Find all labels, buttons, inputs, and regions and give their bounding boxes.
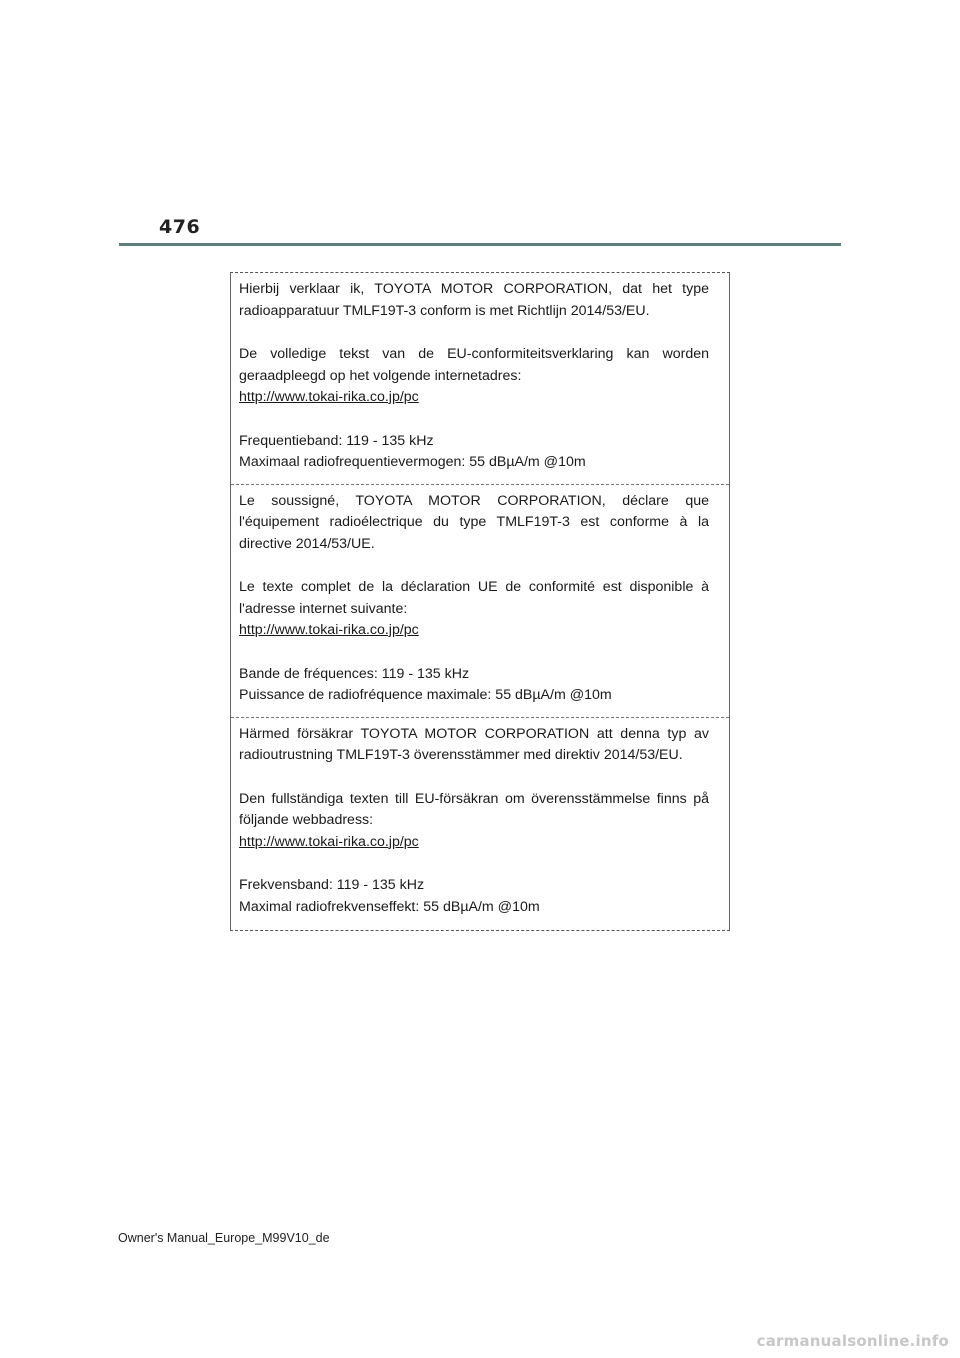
declaration-text: Hierbij verklaar ik, TOYOTA MOTOR CORPORATION, dat het type radioapparatuur TMLF19T-3 conform is met Richtlijn 2014/53/EU. [239, 281, 709, 319]
frequency-band: Frekvensband: 119 - 135 kHz [239, 877, 425, 893]
radio-specs [239, 431, 709, 474]
declaration-text: Le soussigné, TOYOTA MOTOR CORPORATION, déclare que l'équipement radioélectrique du type TMLF19T-3 est conforme à la directive 2014/53/UE. [239, 492, 709, 552]
declaration-table [230, 272, 730, 931]
declaration-availability: Den fullständiga texten till EU-försäkran om överensstämmelse finns på följande webbadress: [239, 790, 709, 828]
frequency-band: Bande de fréquences: 119 - 135 kHz [239, 665, 470, 682]
max-power: Maximaal radiofrequentievermogen: 55 dBµA/m @10m [239, 454, 586, 470]
declaration-section-french [231, 485, 729, 718]
max-power: Puissance de radiofréquence maximale: 55 dBµA/m @10m [239, 687, 612, 703]
radio-specs [239, 664, 709, 707]
header-rule [119, 243, 841, 246]
declaration-text: Härmed försäkrar TOYOTA MOTOR CORPORATION att denna typ av radioutrustning TMLF19T-3 överensstämmer med direktiv 2014/53/EU. [239, 725, 709, 763]
declaration-availability-block [239, 344, 709, 409]
frequency-band: Frequentieband: 119 - 135 kHz [239, 432, 434, 449]
declaration-availability: De volledige tekst van de EU-conformiteitsverklaring kan worden geraadpleegd op het volgende internetadres: [239, 346, 709, 384]
site-watermark: carmanualsonline.info [756, 1332, 949, 1350]
declaration-section-swedish [231, 718, 729, 931]
declaration-link[interactable]: http://www.tokai-rika.co.jp/pc [239, 389, 419, 405]
radio-specs [239, 875, 709, 918]
declaration-availability-block [239, 577, 709, 642]
page-number: 476 [159, 216, 201, 238]
declaration-availability: Le texte complet de la déclaration UE de conformité est disponible à l'adresse internet suivante: [239, 579, 709, 617]
max-power: Maximal radiofrekvenseffekt: 55 dBµA/m @10m [239, 898, 540, 915]
declaration-availability-block [239, 789, 709, 854]
declaration-section-dutch [231, 273, 729, 485]
manual-footer: Owner's Manual_Europe_M99V10_de [118, 1231, 330, 1245]
declaration-link[interactable]: http://www.tokai-rika.co.jp/pc [239, 833, 419, 850]
declaration-link[interactable]: http://www.tokai-rika.co.jp/pc [239, 622, 419, 638]
